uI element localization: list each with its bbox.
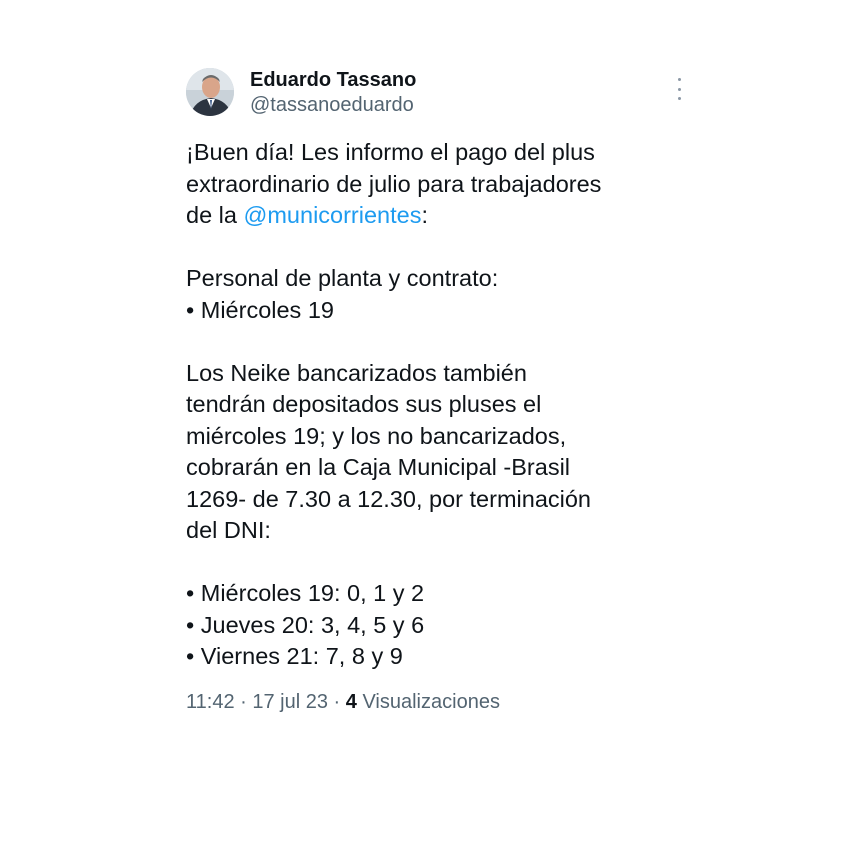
tweet-line: cobrarán en la Caja Municipal -Brasil xyxy=(186,454,571,480)
tweet-meta xyxy=(186,689,706,715)
avatar[interactable] xyxy=(186,68,234,116)
tweet-line: miércoles 19; y los no bancarizados, xyxy=(186,422,567,449)
more-dot xyxy=(678,97,681,100)
tweet-line: Personal de planta y contrato: xyxy=(186,265,499,291)
tweet-line-suffix: : xyxy=(421,202,429,228)
tweet-line xyxy=(186,200,706,232)
tweet-line-prefix: de la xyxy=(186,202,244,228)
tweet-line: Los Neike bancarizados también xyxy=(186,359,527,386)
tweet-header xyxy=(186,64,706,122)
author-display-name[interactable]: Eduardo Tassano xyxy=(250,69,417,91)
tweet-line: • Miércoles 19 xyxy=(186,296,334,323)
profile-photo-icon xyxy=(186,68,234,116)
more-vertical-icon[interactable] xyxy=(674,78,684,100)
tweet-text xyxy=(186,137,706,673)
meta-separator: · xyxy=(327,690,346,713)
tweet-card xyxy=(186,64,706,715)
tweet-date[interactable]: 17 jul 23 xyxy=(252,690,328,713)
views-label[interactable]: Visualizaciones xyxy=(356,690,500,713)
tweet-line: 1269- de 7.30 a 12.30, por terminación xyxy=(186,485,591,512)
meta-separator: · xyxy=(234,690,253,713)
tweet-line: tendrán depositados sus pluses el xyxy=(186,391,542,417)
more-dot xyxy=(678,88,681,91)
mention-link[interactable]: @municorrientes xyxy=(243,202,422,228)
tweet-line: • Viernes 21: 7, 8 y 9 xyxy=(186,643,403,669)
more-dot xyxy=(678,78,681,81)
tweet-line: del DNI: xyxy=(186,517,271,543)
tweet-line: • Jueves 20: 3, 4, 5 y 6 xyxy=(186,611,425,638)
tweet-time[interactable]: 11:42 xyxy=(186,690,235,713)
blank-line xyxy=(186,326,706,358)
blank-line xyxy=(186,547,706,579)
author-names xyxy=(250,68,416,118)
tweet-line: ¡Buen día! Les informo el pago del plus xyxy=(186,139,595,165)
tweet-line: • Miércoles 19: 0, 1 y 2 xyxy=(186,580,425,606)
views-count[interactable]: 4 xyxy=(345,690,357,713)
blank-line xyxy=(186,232,706,264)
author-handle[interactable]: @tassanoeduardo xyxy=(250,94,414,116)
tweet-line: extraordinario de julio para trabajadores xyxy=(186,170,602,197)
